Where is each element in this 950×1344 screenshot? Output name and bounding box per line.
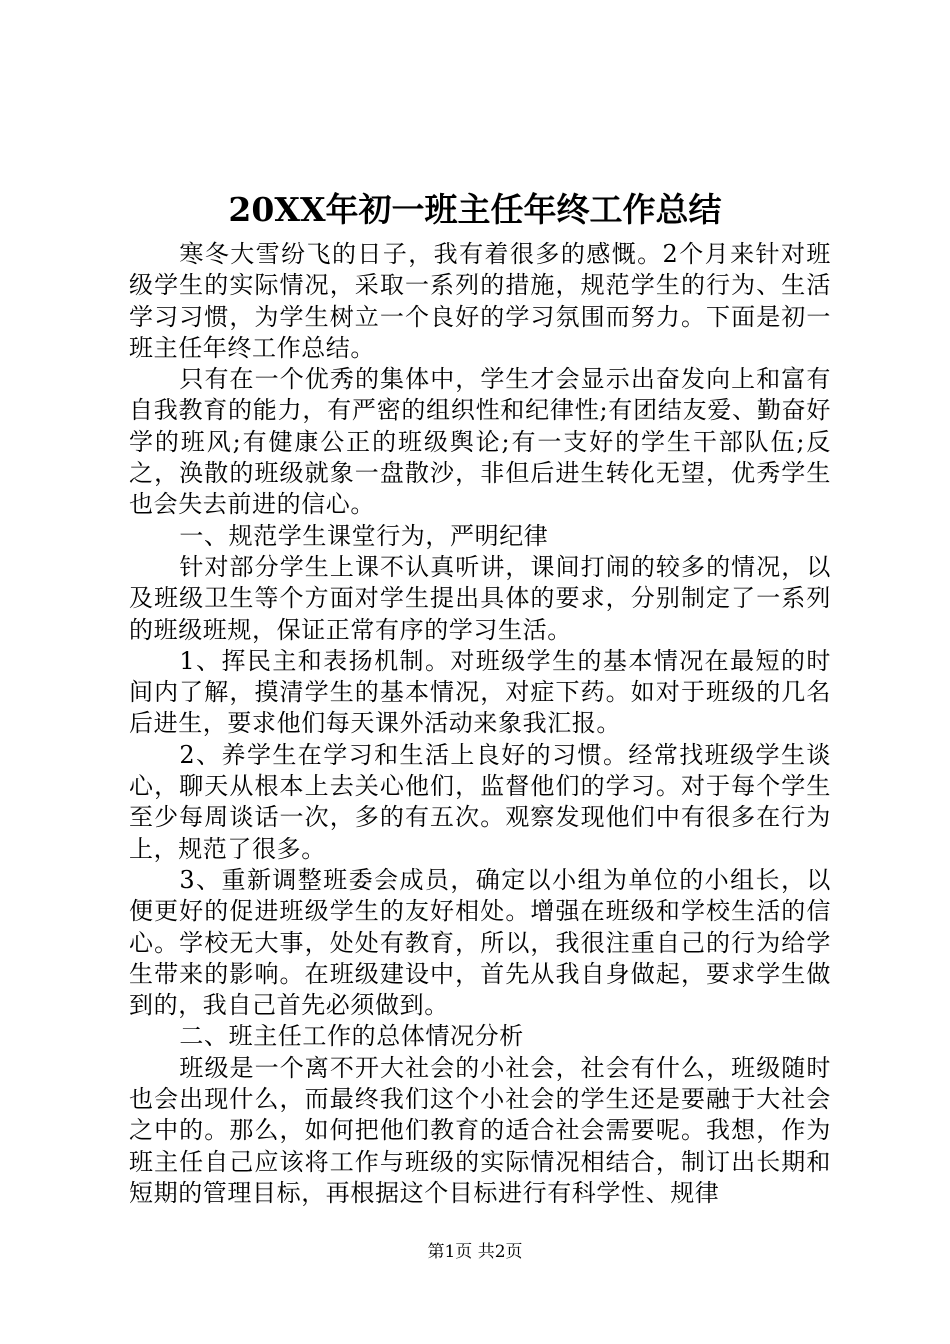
document-body	[129, 239, 831, 1209]
paragraph-item-2: 2、养学生在学习和生活上良好的习惯。经常找班级学生谈心，聊天从根本上去关心他们，监督他们的学习。对于每个学生至少每周谈话一次，多的有五次。观察发现他们中有很多在行为上，规范了很多。	[129, 740, 831, 863]
paragraph-item-1: 1、挥民主和表扬机制。对班级学生的基本情况在最短的时间内了解，摸清学生的基本情况，对症下药。如对于班级的几名后进生，要求他们每天课外活动来象我汇报。	[129, 646, 831, 738]
paragraph-collective: 只有在一个优秀的集体中，学生才会显示出奋发向上和富有自我教育的能力，有严密的组织性和纪律性;有团结友爱、勤奋好学的班风;有健康公正的班级舆论;有一支好的学生干部队伍;反之，涣散的班级就象一盘散沙，非但后进生转化无望，优秀学生也会失去前进的信心。	[129, 365, 831, 519]
paragraph-intro: 寒冬大雪纷飞的日子，我有着很多的感慨。2个月来针对班级学生的实际情况，采取一系列的措施，规范学生的行为、生活学习习惯，为学生树立一个良好的学习氛围而努力。下面是初一班主任年终工作总结。	[129, 240, 831, 362]
paragraph-item-3: 3、重新调整班委会成员，确定以小组为单位的小组长，以便更好的促进班级学生的友好相处。增强在班级和学校生活的信心。学校无大事，处处有教育，所以，我很注重自己的行为给学生带来的影响。在班级建设中，首先从我自身做起，要求学生做到的，我自己首先必须做到。	[129, 865, 831, 1020]
section-heading-2: 二、班主任工作的总体情况分析	[179, 1022, 524, 1051]
document-title: 20XX年初一班主任年终工作总结	[228, 190, 722, 229]
page-number-footer: 第1页 共2页	[427, 1242, 523, 1262]
section-heading-1: 一、规范学生课堂行为，严明纪律	[179, 521, 549, 550]
paragraph-rules: 针对部分学生上课不认真听讲，课间打闹的较多的情况，以及班级卫生等个方面对学生提出具体的要求，分别制定了一系列的班级班规，保证正常有序的学习生活。	[129, 552, 831, 644]
paragraph-analysis: 班级是一个离不开大社会的小社会，社会有什么，班级随时也会出现什么，而最终我们这个小社会的学生还是要融于大社会之中的。那么，如何把他们教育的适合社会需要呢。我想，作为班主任自己应该将工作与班级的实际情况相结合，制订出长期和短期的管理目标，再根据这个目标进行有科学性、规律	[129, 1053, 831, 1207]
